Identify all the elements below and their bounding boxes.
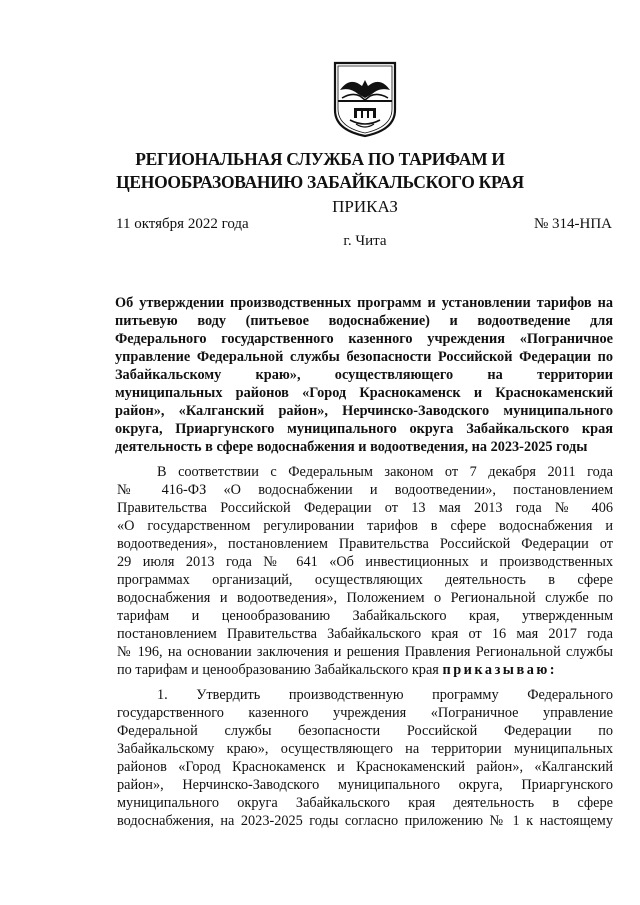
subject-line: управление Федеральной службы безопасности Российской Федерации по (115, 349, 613, 365)
preamble-paragraph (117, 463, 613, 679)
subject-line: район», «Калганский район», Нерчинско-Заводского муниципального (115, 403, 613, 419)
preamble-line: водоснабжения и водоотведения», Положением о Региональной службе по (117, 590, 613, 606)
subject-line: Забайкальскому краю», осуществляющего на территории (115, 367, 613, 383)
preamble-line: программах организаций, осуществляющих деятельность в сфере (117, 572, 613, 588)
preamble-last-line (117, 661, 613, 679)
preamble-line: № 196, на основании заключения и решения Правления Региональной службы (117, 644, 613, 660)
subject-line: муниципальных районов «Город Краснокаменск и Краснокаменский (115, 385, 613, 401)
coat-of-arms-icon (332, 60, 398, 138)
item-1-paragraph (117, 686, 613, 830)
order-command: приказываю: (442, 662, 558, 678)
item-line: водоснабжения, на 2023-2025 годы согласно приложению № 1 к настоящему (117, 813, 613, 829)
order-city: г. Чита (343, 233, 387, 249)
item-line: районов «Город Краснокаменск и Краснокаменский район», «Калганский (117, 759, 613, 775)
order-subject (115, 294, 613, 456)
org-title-line-1: РЕГИОНАЛЬНАЯ СЛУЖБА ПО ТАРИФАМ И (135, 149, 505, 169)
subject-line: округа, Приаргунского муниципального округа Забайкальского края (115, 421, 613, 437)
org-title-line-2: ЦЕНООБРАЗОВАНИЮ ЗАБАЙКАЛЬСКОГО КРАЯ (116, 172, 524, 192)
organization-title (100, 148, 540, 194)
preamble-line: водоотведения», постановлением Правительства Российской Федерации от (117, 536, 613, 552)
preamble-line: Правительства Российской Федерации от 13 мая 2013 года № 406 (117, 500, 613, 516)
preamble-line: «О государственном регулировании тарифов в сфере водоснабжения и (117, 518, 613, 534)
item-line: Федеральной службы безопасности Российской Федерации по (117, 723, 613, 739)
preamble-line: В соответствии с Федеральным законом от 7 декабря 2011 года (157, 464, 613, 480)
subject-line: Федерального государственного казенного учреждения «Пограничное (115, 331, 613, 347)
subject-line: деятельность в сфере водоснабжения и водоотведения, на 2023-2025 годы (115, 439, 588, 455)
preamble-last-text: по тарифам и ценообразованию Забайкальского края (117, 662, 439, 678)
preamble-line: 29 июля 2013 года № 641 «Об инвестиционных и производственных (117, 554, 613, 570)
preamble-line: постановлением Правительства Забайкальского края от 16 мая 2017 года (117, 626, 613, 642)
item-line: Забайкальскому краю», осуществляющего на территории муниципальных (117, 741, 613, 757)
document-type: ПРИКАЗ (332, 197, 398, 216)
subject-line: Об утверждении производственных программ и установлении тарифов на (115, 295, 613, 311)
order-number: № 314-НПА (533, 216, 612, 232)
item-line: государственного казенного учреждения «Пограничное управление (117, 705, 613, 721)
subject-line: питьевую воду (питьевое водоснабжение) и водоотведение для (115, 313, 613, 329)
item-line: 1. Утвердить производственную программу Федерального (157, 687, 613, 703)
order-date: 11 октября 2022 года (116, 216, 249, 232)
preamble-line: № 416-ФЗ «О водоснабжении и водоотведении», постановлением (117, 482, 613, 498)
item-line: муниципального округа Забайкальского края деятельность в сфере (117, 795, 613, 811)
preamble-line: тарифам и ценообразованию Забайкальского края, утвержденным (117, 608, 613, 624)
item-line: район», Нерчинско-Заводского муниципального округа, Приаргунского (117, 777, 613, 793)
